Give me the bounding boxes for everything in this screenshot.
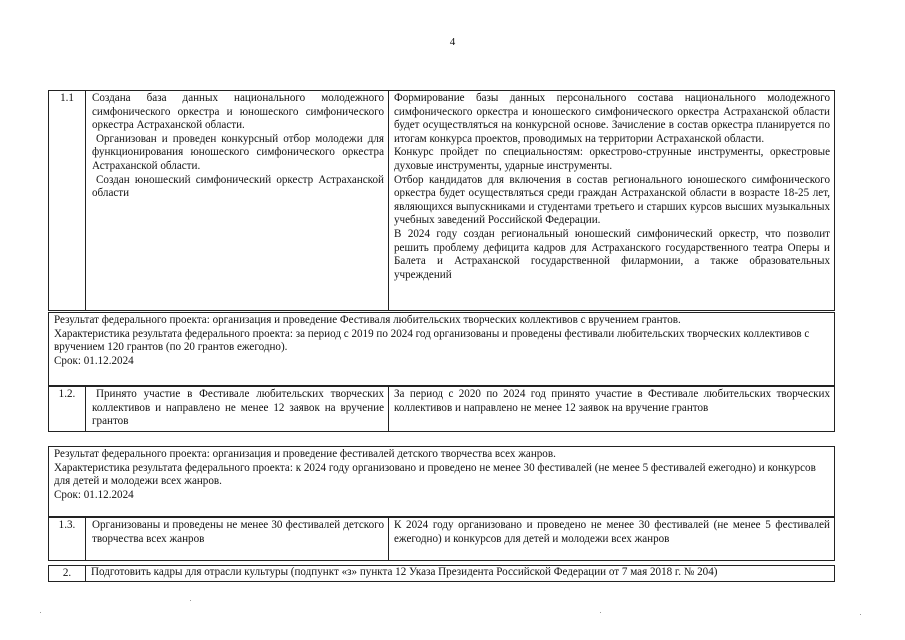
result-text: Организованы и проведены не менее 30 фестивалей детского творчества всех жанров xyxy=(92,519,384,545)
row-number: 1.3. xyxy=(49,518,86,560)
page-number: 4 xyxy=(449,36,456,48)
federal-result-characteristic: Характеристика результата федерального проекта: за период с 2019 по 2024 год организованы и проведены фестивали любительских творческих коллективов с вручением 120 грантов (по 20 грантов ежегодно). xyxy=(54,327,810,354)
description-text: Конкурс пройдет по специальностям: оркестрово-струнные инструменты, оркестровые духовые инструменты, ударные инструменты. xyxy=(394,146,830,172)
row-number: 1.2. xyxy=(49,387,86,431)
federal-result-characteristic: Характеристика результата федерального проекта: к 2024 году организовано и проведено не менее 30 фестивалей (не менее 5 фестивалей ежегодно) и конкурсов для детей и молодежи всех жанров. xyxy=(54,461,816,488)
row-result-cell xyxy=(86,518,389,560)
table-row-2 xyxy=(48,565,835,582)
row-number: 1.1 xyxy=(49,91,86,310)
federal-result-title: Результат федерального проекта: организация и проведение Фестиваля любительских творческих коллективов с вручением грантов. xyxy=(54,314,681,326)
description-text: К 2024 году организовано и проведено не менее 30 фестивалей (не менее 5 фестивалей ежегодно) и конкурсов для детей и молодежи всех жанров xyxy=(394,519,830,545)
table-row-1-3 xyxy=(48,517,835,561)
scan-speck xyxy=(40,612,41,613)
result-text: Организован и проведен конкурсный отбор молодежи для функционирования юношеского симфонического оркестра Астраханской области. xyxy=(92,132,384,172)
row-result-cell xyxy=(86,91,389,310)
row-description-cell xyxy=(389,387,834,431)
result-text: Принято участие в Фестивале любительских творческих коллективов и направлено не менее 12 заявок на вручение грантов xyxy=(92,388,384,428)
federal-result-block xyxy=(48,312,835,386)
row-description-cell xyxy=(389,518,834,560)
result-text: Создан юношеский симфонический оркестр Астраханской области xyxy=(92,173,384,200)
table-row-1-1 xyxy=(48,90,835,311)
federal-result-block xyxy=(48,446,835,517)
federal-result-title: Результат федерального проекта: организация и проведение фестивалей детского творчества всех жанров. xyxy=(54,448,556,460)
description-text: В 2024 году создан региональный юношеский симфонический оркестр, что позволит решить проблему дефицита кадров для Астраханского государственного театра Оперы и Балета и Астраханской государственной филармонии, а также образовательных учреждений xyxy=(394,227,830,281)
scan-speck xyxy=(860,614,861,615)
row-result-cell xyxy=(86,387,389,431)
task-text: Подготовить кадры для отрасли культуры (подпункт «з» пункта 12 Указа Президента Российской Федерации от 7 мая 2018 г. № 204) xyxy=(91,566,718,578)
scan-speck xyxy=(190,600,191,601)
federal-result-deadline: Срок: 01.12.2024 xyxy=(54,354,134,367)
scan-speck xyxy=(600,612,601,613)
table-row-1-2 xyxy=(48,386,835,432)
result-text: Создана база данных национального молодежного симфонического оркестра и юношеского симфонического оркестра Астраханской области. xyxy=(92,92,384,132)
description-text: Формирование базы данных персонального состава национального молодежного симфонического оркестра и юношеского симфонического оркестра Астраханской области будет осуществляться на конкурсной основе. Зачисление в состав оркестра планируется по итогам конкурса проектов, проводимых на территории Астраханской области. xyxy=(394,92,830,145)
federal-result-deadline: Срок: 01.12.2024 xyxy=(54,488,134,501)
row-number: 2. xyxy=(49,566,86,581)
row-description-cell xyxy=(389,91,834,310)
description-text: За период с 2020 по 2024 год принято участие в Фестивале любительских творческих коллективов и направлено не менее 12 заявок на вручение грантов xyxy=(394,388,830,414)
row-task-cell xyxy=(86,566,834,581)
description-text: Отбор кандидатов для включения в состав регионального юношеского симфонического оркестра будет осуществляться среди граждан Астраханской области в возрасте 18-25 лет, являющихся выпускниками и студентами третьего и старших курсов высших музыкальных учебных заведений Российской Федерации. xyxy=(394,173,830,227)
